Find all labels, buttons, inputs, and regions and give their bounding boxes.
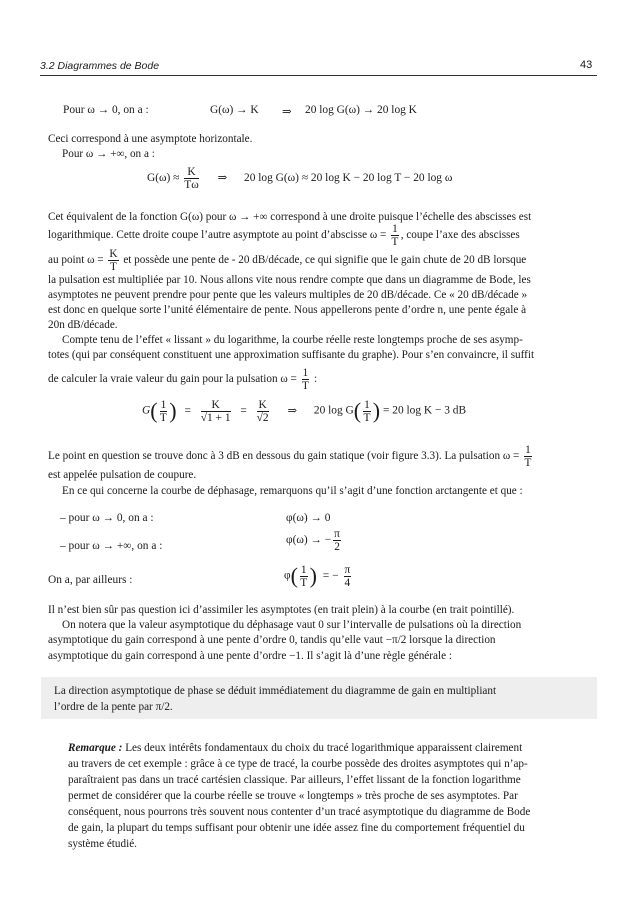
frac-den: 4: [344, 576, 351, 589]
rule-line-2: l’ordre de la pente par π/2.: [54, 701, 173, 713]
eq3-equals-2: =: [240, 404, 247, 417]
p2-l3a: de calculer la vraie valeur du gain pour la pulsation ω =: [48, 373, 297, 386]
p3-line-3: En ce qui concerne la courbe de déphasage, remarquons qu’il s’agit d’une fonction arctangente et que :: [62, 485, 523, 497]
eq3-equals: =: [184, 404, 191, 417]
eq2-lhs: G(ω) ≈: [147, 172, 180, 185]
remark-line-1: [68, 741, 592, 757]
phase-at-cutoff: [284, 563, 353, 589]
remark-line-5: conséquent, nous pourrons très souvent nous contenter d’un tracé asymptotique du diagramme de Bode: [68, 806, 531, 818]
eq3-frac4: [363, 399, 371, 424]
frac-den: 2: [334, 541, 340, 553]
running-header: 3.2 Diagrammes de Bode: [40, 60, 160, 72]
frac-num: K: [201, 399, 231, 412]
p2-line-3: [48, 367, 593, 392]
phase-cond-infinity: – pour ω → +∞, on a :: [60, 540, 163, 552]
eq2-num: K: [184, 166, 198, 179]
phase-limit-infinity: [286, 528, 343, 553]
frac-num: 1: [364, 398, 370, 411]
remark-line-7: système étudié.: [68, 838, 137, 850]
gain-limit-zero: G(ω) → K: [210, 104, 259, 116]
p1-l3b: et possède une pente de - 20 dB/décade, ce qui signifie que le gain chute de 20 dB lorsque: [123, 254, 527, 267]
log-gain-limit-zero: 20 log G(ω) → 20 log K: [305, 104, 417, 116]
paren-open: (: [150, 398, 158, 423]
eq3-rhs-a: 20 log G: [313, 404, 354, 417]
p1-line-5: asymptotes ne peuvent prendre pour pente que les valeurs multiples de 20 dB/décade. Ce « 20 dB/décade »: [48, 289, 528, 301]
p4-line-3: asymptotique du gain correspond à une pente d’ordre 0, tandis qu’elle vaut −π/2 lorsque la direction: [48, 634, 496, 646]
p1-l2-frac: [391, 223, 399, 248]
eq3-frac3: [257, 399, 269, 424]
frac-num: 1: [300, 563, 307, 576]
frac-num: 1: [160, 398, 167, 411]
phase-cond-cutoff: On a, par ailleurs :: [48, 574, 133, 586]
page-number: 43: [580, 59, 593, 71]
frac-num: K: [109, 248, 118, 260]
equation-high-frequency: [147, 166, 452, 191]
frac-den: T: [391, 236, 399, 248]
paren-close: ): [309, 563, 317, 588]
phase-r3a: φ: [284, 569, 291, 582]
p4-line-4: asymptotique du gain correspond à une pente d’ordre −1. Il s’agit là d’une règle générale :: [48, 650, 452, 662]
p1-line-2: [48, 223, 593, 248]
remark-line-4: permet de considérer que la courbe réelle se trouve « longtemps » très proche de ses asymptotes. Par: [68, 790, 518, 802]
frac-den: T: [110, 261, 117, 273]
remark-label: Remarque :: [68, 742, 123, 754]
frac-den: T: [302, 380, 309, 392]
p3-l1-frac: [524, 444, 532, 469]
eq2-arrow: ⇒: [217, 172, 228, 185]
eq3-frac2: [201, 399, 231, 424]
remark-line-6: de gain, la plupart du temps suffisant pour obtenir une idée assez fine du comportement fréquentiel du: [68, 822, 525, 834]
p1-line-4: la pulsation est multipliée par 10. Nous allons vite nous rendre compte que dans un diagramme de Bode, les: [48, 274, 531, 286]
p2-l3-frac: [302, 367, 310, 392]
rule-line-1: La direction asymptotique de phase se déduit immédiatement du diagramme de gain en multipliant: [54, 685, 497, 697]
p4-line-1: Il n’est bien sûr pas question ici d’assimiler les asymptotes (en trait plein) à la courbe (en trait pointillé).: [48, 604, 515, 616]
frac-num: 1: [302, 367, 309, 379]
phase-r2-frac: [333, 528, 341, 553]
p2-line-1: Compte tenu de l’effet « lissant » du logarithme, la courbe réelle reste longtemps proche de ses asymp-: [62, 334, 523, 346]
p1-l2a: logarithmique. Cette droite coupe l’autre asymptote au point d’abscisse ω =: [48, 229, 387, 242]
eq3-rhs-b: = 20 log K − 3 dB: [382, 404, 467, 417]
phase-r3-frac2: [344, 564, 352, 589]
p1-line-7: 20n dB/décade.: [48, 319, 118, 331]
p1-l3-frac: [108, 248, 118, 273]
p1-l2b: , coupe l’axe des abscisses: [400, 229, 520, 242]
equation-cutoff-gain: [142, 398, 466, 424]
frac-num: K: [258, 398, 267, 411]
frac-den: T: [363, 411, 371, 424]
frac-num: π: [334, 528, 340, 540]
p2-line-2: totes (qui par conséquent constituent une approximation suffisante du graphe). Pour s’en convaincre, il suffit: [48, 349, 535, 361]
paragraph-horizontal-asymptote: Ceci correspond à une asymptote horizontale.: [48, 133, 253, 145]
remark-l1: Les deux intérêts fondamentaux du choix du tracé logarithmique apparaissent clairement: [125, 742, 523, 754]
phase-cond-zero: – pour ω → 0, on a :: [60, 512, 154, 524]
phase-r3b: = −: [322, 569, 339, 582]
remark-line-2: au travers de cet exemple : grâce à ce type de tracé, la courbe possède des droites asymptotes qui n’ap-: [68, 758, 528, 770]
phase-limit-zero: φ(ω) → 0: [286, 512, 331, 524]
frac-num: π: [344, 563, 351, 576]
implies-arrow: ⇒: [282, 106, 292, 118]
eq3-frac1: [160, 399, 168, 424]
p2-l3b: :: [314, 373, 318, 386]
frac-den: T: [524, 457, 532, 469]
p1-line-3: [48, 248, 593, 273]
p1-l3a: au point ω =: [48, 254, 104, 267]
paren-close: ): [372, 398, 381, 423]
frac-den: T: [300, 576, 308, 589]
p1-line-1: Cet équivalent de la fonction G(ω) pour ω → +∞ correspond à une droite puisque l’échelle des abscisses est: [48, 211, 532, 223]
paren-open: (: [353, 398, 362, 423]
limit-zero-condition: Pour ω → 0, on a :: [63, 104, 149, 116]
eq3-g: G: [142, 404, 151, 417]
phase-r3-frac: [300, 564, 308, 589]
eq2-den: Tω: [184, 179, 199, 191]
p3-line-2: est appelée pulsation de coupure.: [48, 469, 197, 481]
limit-infinity-condition: Pour ω → +∞, on a :: [62, 148, 155, 160]
frac-num: 1: [525, 444, 531, 456]
p4-line-2: On notera que la valeur asymptotique du déphasage vaut 0 sur l’intervalle de pulsations où la direction: [62, 619, 522, 631]
p1-line-6: est donc en quelque sorte l’unité élémentaire de pente. Nous appellerons pente d’ordre n, une pente égale à: [48, 304, 527, 316]
phase-r2: φ(ω) → −: [286, 534, 332, 547]
frac-den: √2: [256, 411, 269, 424]
paren-close: ): [169, 398, 177, 423]
eq2-fraction: [184, 166, 198, 191]
frac-den: √1 + 1: [200, 411, 231, 424]
eq3-arrow: ⇒: [287, 404, 298, 417]
p3-l1a: Le point en question se trouve donc à 3 dB en dessous du gain statique (voir figure 3.3). La pulsation ω =: [48, 450, 520, 463]
frac-den: T: [159, 411, 167, 424]
remark-line-3: paraîtraient pas dans un tracé cartésien classique. Par ailleurs, l’effet lissant de la fonction logarithme: [68, 774, 521, 786]
header-rule: [40, 75, 597, 76]
paren-open: (: [290, 563, 298, 588]
frac-num: 1: [392, 223, 398, 235]
p3-line-1: [48, 444, 593, 469]
eq2-rhs: 20 log G(ω) ≈ 20 log K − 20 log T − 20 log ω: [244, 172, 453, 185]
